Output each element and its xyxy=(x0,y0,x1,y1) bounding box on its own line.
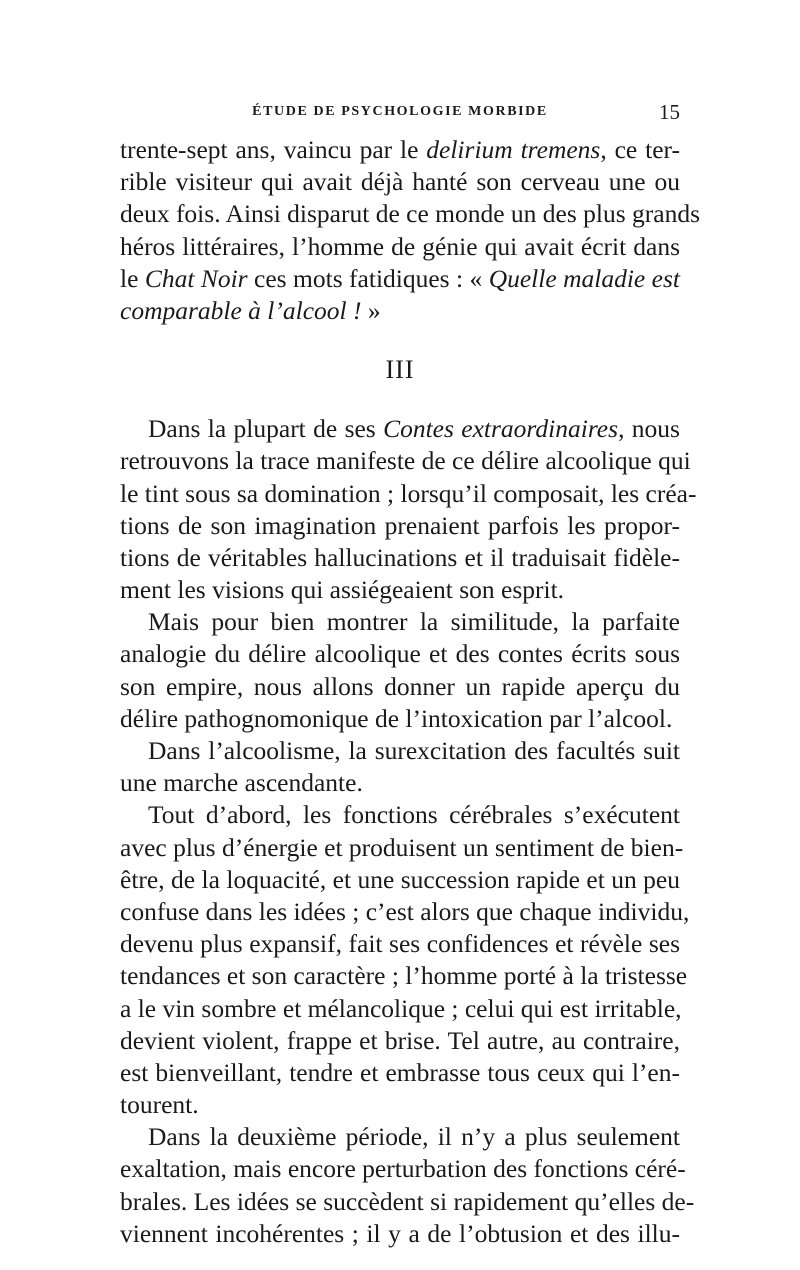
text-line: devenu plus expansif, fait ses confidences et révèle ses xyxy=(120,929,680,959)
text-line: a le vin sombre et mélancolique ; celui qui est irritable, xyxy=(120,993,682,1023)
text-line: tions de véritables hallucinations et il traduisait fidèle- xyxy=(120,542,680,572)
text-line: brales. Les idées se succèdent si rapidement qu’elles de- xyxy=(120,1186,695,1216)
text-line: est bienveillant, tendre et embrasse tous ceux qui l’en- xyxy=(120,1057,680,1087)
text-run: Dans la plupart de ses xyxy=(148,414,384,444)
text-line: être, de la loquacité, et une succession rapide et un peu xyxy=(120,864,680,894)
text-line: Tout d’abord, les fonctions cérébrales s’exécutent xyxy=(148,800,680,830)
section-heading: III xyxy=(385,355,415,385)
italic-title: Contes extraordinaires xyxy=(383,414,619,444)
italic-quote: comparable à l’alcool ! xyxy=(120,295,362,325)
text-run: ces mots fatidiques : « xyxy=(247,263,489,293)
italic-term: delirium tremens xyxy=(426,135,601,164)
text-line: héros littéraires, l’homme de génie qui avait écrit dans xyxy=(120,231,680,261)
text-run: le xyxy=(120,263,145,293)
text-line: analogie du délire alcoolique et des contes écrits sous xyxy=(120,639,680,669)
text-line xyxy=(120,263,680,295)
text-line: ment les visions qui assiégeaient son esprit. xyxy=(120,575,565,605)
text-line: tendances et son caractère ; l’homme porté à la tristesse xyxy=(120,961,688,991)
italic-quote: Quelle maladie est xyxy=(488,263,680,293)
text-line: exaltation, mais encore perturbation des fonctions céré- xyxy=(120,1154,686,1184)
text-line xyxy=(120,134,680,166)
text-line: Dans la deuxième période, il n’y a plus seulement xyxy=(148,1122,680,1152)
text-line xyxy=(120,295,680,327)
text-run: , nous xyxy=(618,414,680,444)
text-line: tourent. xyxy=(120,1090,199,1120)
body-text xyxy=(120,134,701,1250)
text-line: délire pathognomonique de l’intoxication par l’alcool. xyxy=(120,703,673,733)
text-line: devient violent, frappe et brise. Tel autre, au contraire, xyxy=(120,1025,680,1055)
running-head xyxy=(120,100,680,128)
text-line: deux fois. Ainsi disparut de ce monde un des plus grands xyxy=(120,199,701,229)
text-line: avec plus d’énergie et produisent un sentiment de bien- xyxy=(120,832,684,862)
text-line: tions de son imagination prenaient parfois les propor- xyxy=(120,510,680,540)
text-line: retrouvons la trace manifeste de ce délire alcoolique qui xyxy=(120,446,691,476)
text-run: , ce ter- xyxy=(600,135,680,164)
text-run: » xyxy=(361,295,381,325)
text-line: rible visiteur qui avait déjà hanté son cerveau une ou xyxy=(120,167,680,197)
italic-title: Chat Noir xyxy=(144,263,248,293)
text-line: une marche ascendante. xyxy=(120,768,363,798)
text-line xyxy=(120,413,680,445)
text-line: viennent incohérentes ; il y a de l’obtusion et des illu- xyxy=(120,1218,680,1248)
text-line: son empire, nous allons donner un rapide aperçu du xyxy=(120,671,680,701)
text-line: confuse dans les idées ; c’est alors que chaque individu, xyxy=(120,896,690,926)
text-line: Dans l’alcoolisme, la surexcitation des facultés suit xyxy=(148,736,680,765)
text-line: le tint sous sa domination ; lorsqu’il composait, les créa- xyxy=(120,478,697,508)
text-run: trente-sept ans, vaincu par le xyxy=(120,135,427,164)
text-line: Mais pour bien montrer la similitude, la parfaite xyxy=(148,607,680,637)
running-title: ÉTUDE DE PSYCHOLOGIE MORBIDE xyxy=(252,104,548,119)
page-number: 15 xyxy=(659,100,680,124)
